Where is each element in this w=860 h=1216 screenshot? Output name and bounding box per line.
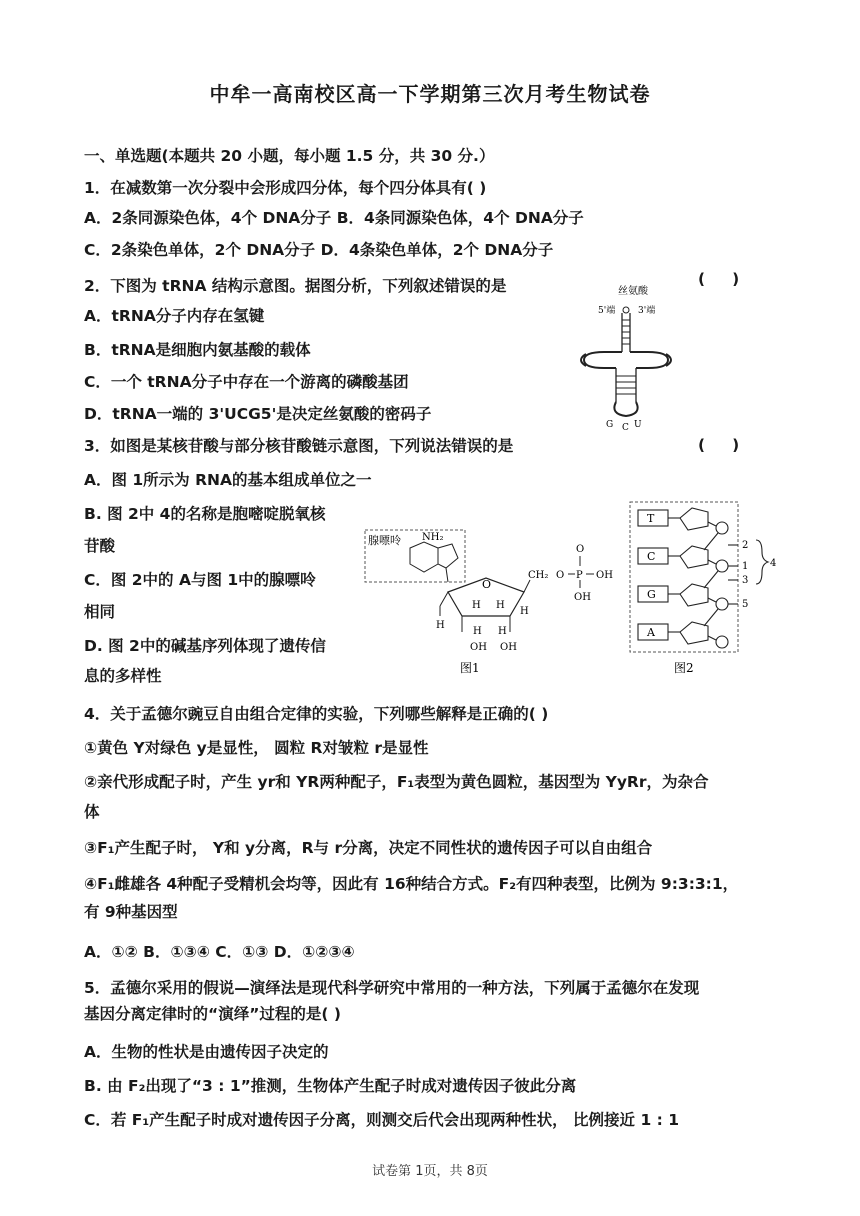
base-a-label: A — [647, 626, 655, 639]
trna-diagram — [570, 280, 690, 430]
q3-option-b-line1: B. 图 2中 4的名称是胞嘧啶脱氧核 — [84, 505, 326, 523]
q5-option-b: B. 由 F₂出现了“3 : 1”推测，生物体产生配子时成对遗传因子彼此分离 — [84, 1077, 577, 1095]
h-label-c3: H — [498, 626, 507, 637]
phosphate-oh-bottom: OH — [574, 592, 591, 603]
h-label-mid-left: H — [472, 600, 481, 611]
q3-option-b-line2: 苷酸 — [84, 537, 116, 555]
nucleotide-chain-figure-2 — [628, 500, 788, 680]
adenine-label: 腺嘌呤 — [368, 534, 401, 547]
q4-statement-3: ③F₁产生配子时， Y和 y分离，R与 r分离，决定不同性状的遗传因子可以自由组合 — [84, 839, 653, 857]
q4-statement-2-line1: ②亲代形成配子时，产生 yr和 YR两种配子，F₁表型为黄色圆粒，基因型为 YyRr，为杂合 — [84, 773, 709, 791]
q3-option-c-line1: C．图 2中的 A与图 1中的腺嘌呤 — [84, 571, 316, 589]
h-label-c2: H — [473, 626, 482, 637]
ch2-label: CH₂ — [528, 570, 549, 581]
phosphorus-label: P — [576, 570, 583, 581]
base-c-label: C — [647, 550, 656, 563]
q3-answer-paren: ( ) — [698, 436, 740, 454]
phosphate-oxygen-top: O — [576, 544, 585, 555]
q3-stem: 3．如图是某核苷酸与部分核苷酸链示意图，下列说法错误的是 — [84, 437, 514, 455]
q3-option-d-line2: 息的多样性 — [84, 667, 162, 685]
section-heading: 一、单选题(本题共 20 小题，每小题 1.5 分，共 30 分.） — [84, 147, 495, 165]
q4-statement-4-line1: ④F₁雌雄各 4种配子受精机会均等，因此有 16种结合方式。F₂有四种表型，比例为 9:3:3:1， — [84, 875, 739, 893]
q3-option-c-line2: 相同 — [84, 603, 116, 621]
nh2-label: NH₂ — [422, 532, 444, 543]
q2-answer-paren: ( ) — [698, 270, 740, 288]
trna-serine-label: 丝氨酸 — [618, 286, 648, 297]
q4-stem: 4．关于孟德尔豌豆自由组合定律的实验，下列哪些解释是正确的( ) — [84, 705, 549, 723]
q4-options: A．①② B．①③④ C．①③ D．①②③④ — [84, 943, 355, 961]
oh-label-c2: OH — [470, 642, 487, 653]
q5-option-c: C．若 F₁产生配子时成对遗传因子分离，则测交后代会出现两种性状， 比例接近 1 : 1 — [84, 1111, 680, 1129]
figure1-caption: 图1 — [460, 661, 480, 675]
q5-option-a: A．生物的性状是由遗传因子决定的 — [84, 1043, 329, 1061]
label-2: 2 — [742, 540, 749, 551]
label-1: 1 — [742, 561, 749, 572]
ester-oxygen-label: O — [556, 570, 565, 581]
label-3: 3 — [742, 575, 749, 586]
q1-options-ab: A．2条同源染色体，4个 DNA分子 B．4条同源染色体，4个 DNA分子 — [84, 209, 584, 227]
q5-stem-line2: 基因分离定律时的“演绎”过程的是( ) — [84, 1005, 341, 1023]
phosphate-oh-right: OH — [596, 570, 613, 581]
page-footer: 试卷第 1页，共 8页 — [372, 1164, 488, 1179]
base-g-label: G — [647, 588, 656, 601]
oh-label-c3: OH — [500, 642, 517, 653]
q4-statement-2-line2: 体 — [84, 803, 100, 821]
trna-anticodon-u: U — [634, 420, 642, 430]
q2-stem: 2．下图为 tRNA 结构示意图。据图分析，下列叙述错误的是 — [84, 277, 507, 295]
q4-statement-4-line2: 有 9种基因型 — [84, 903, 178, 921]
q4-statement-1: ①黄色 Y对绿色 y是显性， 圆粒 R对皱粒 r是显性 — [84, 739, 429, 757]
label-5: 5 — [742, 599, 749, 610]
figure2-caption: 图2 — [674, 661, 694, 675]
q1-options-cd: C．2条染色单体，2个 DNA分子 D．4条染色单体，2个 DNA分子 — [84, 241, 554, 259]
q5-stem-line1: 5．孟德尔采用的假说—演绎法是现代科学研究中常用的一种方法，下列属于孟德尔在发现 — [84, 979, 700, 997]
q3-option-a: A．图 1所示为 RNA的基本组成单位之一 — [84, 471, 372, 489]
q3-option-d-line1: D. 图 2中的碱基序列体现了遗传信 — [84, 637, 326, 655]
label-4: 4 — [770, 558, 777, 569]
ring-oxygen-label: O — [482, 578, 492, 591]
trna-anticodon-g: G — [606, 420, 614, 430]
page-title: 中牟一高南校区高一下学期第三次月考生物试卷 — [209, 82, 651, 106]
nucleotide-figure-1 — [360, 520, 630, 680]
q1-stem: 1．在减数第一次分裂中会形成四分体，每个四分体具有( ) — [84, 179, 487, 197]
base-t-label: T — [647, 512, 655, 525]
q2-option-d: D．tRNA一端的 3'UCG5'是决定丝氨酸的密码子 — [84, 405, 432, 423]
h-label-right: H — [520, 606, 529, 617]
h-label-left: H — [436, 620, 445, 631]
q2-option-a: A．tRNA分子内存在氢键 — [84, 307, 265, 325]
h-label-mid-right: H — [496, 600, 505, 611]
trna-3end-label: 3'端 — [638, 306, 656, 316]
trna-5end-label: 5'端 — [598, 306, 616, 316]
q2-option-c: C．一个 tRNA分子中存在一个游离的磷酸基团 — [84, 373, 409, 391]
trna-anticodon-c: C — [622, 423, 629, 430]
q2-option-b: B．tRNA是细胞内氨基酸的载体 — [84, 341, 311, 359]
